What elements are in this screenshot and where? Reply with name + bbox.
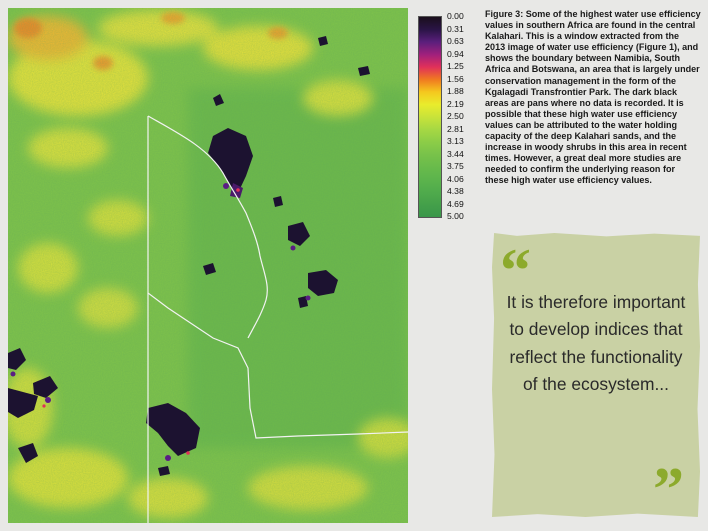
colorbar-tick-label: 0.94 xyxy=(447,48,464,59)
close-quote-icon: ” xyxy=(653,456,684,524)
colorbar-tick-label: 3.44 xyxy=(447,148,464,159)
colorbar-tick-label: 4.38 xyxy=(447,186,464,196)
pull-quote-text: It is therefore important to develop indices that reflect the functionality of the ecosystem... xyxy=(506,292,686,395)
colorbar xyxy=(418,16,442,218)
colorbar-tick-label: 0.31 xyxy=(447,23,464,34)
colorbar-tick-label: 3.75 xyxy=(447,161,464,171)
map-canvas xyxy=(8,8,408,523)
colorbar-legend xyxy=(416,11,476,226)
colorbar-tick-label: 2.81 xyxy=(447,123,464,134)
figure-caption: Figure 3: Some of the highest water use efficiency values in southern Africa are found in the central Kalahari. This is a window extracted from the 2013 image of water use efficiency (Figure 1), and shows the boundary between Namibia, South Africa and Botswana, an area that is largely under conservation management in the form of the Kgalagadi Transfrontier Park. The dark black areas are pans where no data is recorded. It is possible that these high water use efficiency values can be attributed to the water holding capacity of the deep Kalahari sands, and the increase in woody shrubs in this area in recent times. However, a great deal more studies are needed to confirm the underlying reason for these high water use efficiency values. xyxy=(485,9,701,186)
colorbar-tick-label: 4.69 xyxy=(447,198,464,209)
colorbar-tick-label: 4.06 xyxy=(447,173,464,184)
colorbar-tick-label: 1.56 xyxy=(447,73,464,84)
water-use-efficiency-map xyxy=(8,8,408,523)
colorbar-tick-label: 0.00 xyxy=(447,11,464,21)
colorbar-tick-label: 2.19 xyxy=(447,98,464,109)
open-quote-icon: “ xyxy=(500,237,531,305)
colorbar-tick-label: 3.13 xyxy=(447,136,464,146)
colorbar-tick-label: 5.00 xyxy=(447,211,464,221)
colorbar-tick-label: 1.25 xyxy=(447,61,464,71)
colorbar-tick-label: 2.50 xyxy=(447,111,464,121)
colorbar-tick-label: 0.63 xyxy=(447,36,464,46)
colorbar-tick-label: 1.88 xyxy=(447,86,464,96)
